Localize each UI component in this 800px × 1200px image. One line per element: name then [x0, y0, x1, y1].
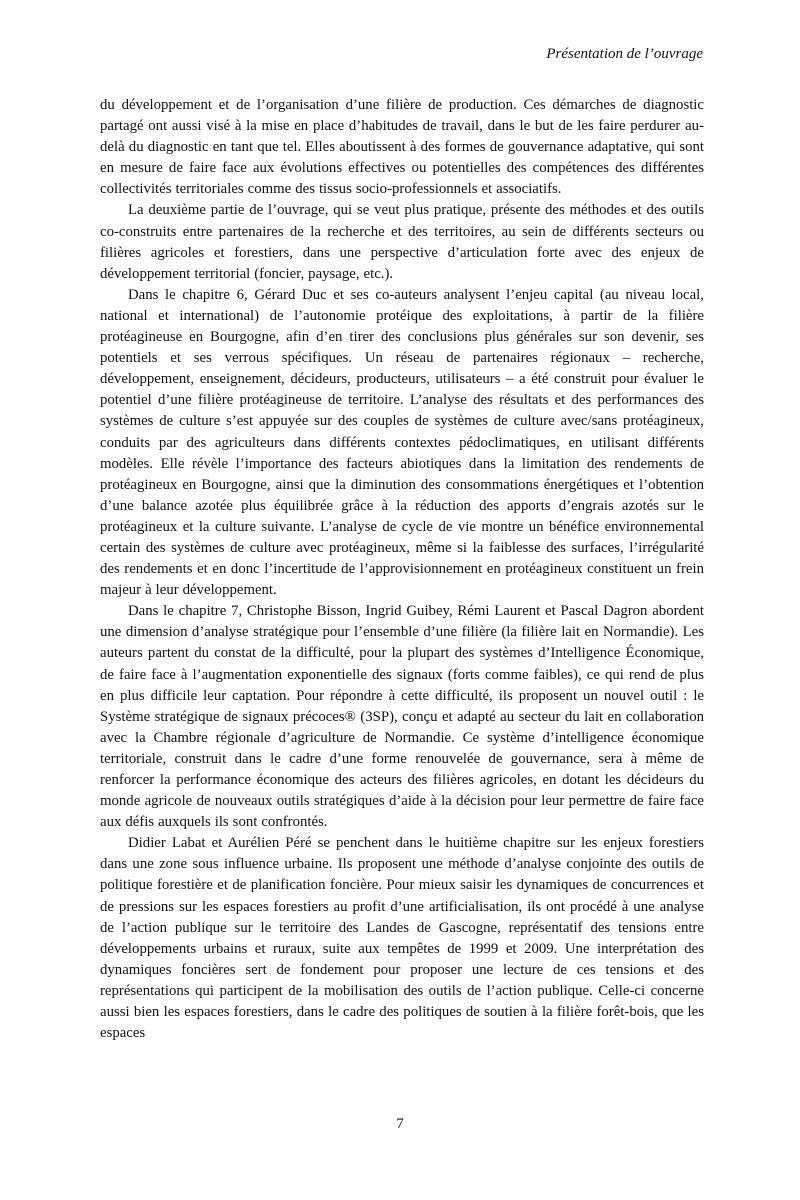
- paragraph: Dans le chapitre 6, Gérard Duc et ses co-auteurs analysent l’enjeu capital (au niveau local, national et international) de l’autonomie protéique des exploitations, à partir de la filière protéagineuse en Bourgogne, afin d’en tirer des conclusions plus générales sur son devenir, ses potentiels et ses verrous spécifiques. Un réseau de partenaires régionaux – recherche, développement, enseignement, décideurs, producteurs, utilisateurs – a été construit pour évaluer le potentiel d’une filière protéagineuse de territoire. L’analyse des résultats et des performances des systèmes de culture s’est appuyée sur des couples de systèmes de culture avec/sans protéagineux, conduits par des agriculteurs dans différents contextes pédoclimatiques, en utilisant différents modèles. Elle révèle l’importance des facteurs abiotiques dans la limitation des rendements de protéagineux en Bourgogne, ainsi que la diminution des consommations énergétiques et l’obtention d’une balance azotée plus équilibrée grâce à la réduction des apports d’engrais azotés sur le protéagineux et la culture suivante. L’analyse de cycle de vie montre un bénéfice environnemental certain des systèmes de culture avec protéagineux, même si la faiblesse des surfaces, l’irrégularité des rendements et en donc l’incertitude de l’approvisionnement en protéagineux constituent un frein majeur à leur développement.: [100, 286, 704, 599]
- paragraph: du développement et de l’organisation d’une filière de production. Ces démarches de diagnostic partagé ont aussi visé à la mise en place d’habitudes de travail, dans le but de les faire perdurer au-delà du diagnostic en tant que tel. Elles aboutissent à des formes de gouvernance adaptative, qui sont en mesure de faire face aux évolutions effectives ou potentielles des compétences des différentes collectivités territoriales comme des tissus socio-professionnels et associatifs.: [100, 97, 704, 198]
- running-header: Présentation de l’ouvrage: [546, 46, 703, 62]
- page-body: [100, 95, 704, 1044]
- paragraph: Didier Labat et Aurélien Péré se penchent dans le huitième chapitre sur les enjeux forestiers dans une zone sous influence urbaine. Ils proposent une méthode d’analyse conjointe des outils de politique forestière et de planification foncière. Pour mieux saisir les dynamiques de concurrences et de pressions sur les espaces forestiers au profit d’une artificialisation, ils ont procédé à une analyse de l’action publique sur le territoire des Landes de Gascogne, représentatif des tensions entre développements urbains et ruraux, suite aux tempêtes de 1999 et 2009. Une interprétation des dynamiques foncières sert de fondement pour proposer une lecture de ces tensions et des représentations qui participent de la mobilisation des outils de l’action publique. Celle-ci concerne aussi bien les espaces forestiers, dans le cadre des politiques de soutien à la filière forêt-bois, que les espaces: [100, 835, 704, 1042]
- paragraph: La deuxième partie de l’ouvrage, qui se veut plus pratique, présente des méthodes et des outils co-construits entre partenaires de la recherche et des territoires, au sein de différents secteurs ou filières agricoles et forestiers, dans une perspective d’articulation forte avec des enjeux de développement territorial (foncier, paysage, etc.).: [100, 202, 704, 282]
- page-number: 7: [396, 1116, 404, 1132]
- paragraph: Dans le chapitre 7, Christophe Bisson, Ingrid Guibey, Rémi Laurent et Pascal Dagron abordent une dimension d’analyse stratégique pour l’ensemble d’une filière (la filière lait en Normandie). Les auteurs partent du constat de la difficulté, pour la plupart des systèmes d’Intelligence Économique, de faire face à l’augmentation exponentielle des signaux (forts comme faibles), ce qui rend de plus en plus difficile leur captation. Pour répondre à cette difficulté, ils proposent un nouvel outil : le Système stratégique de signaux précoces® (3SP), conçu et adapté au secteur du lait en collaboration avec la Chambre régionale d’agriculture de Normandie. Ce système d’intelligence économique territoriale, construit dans le cadre d’une forme renouvelée de gouvernance, sera à même de renforcer la performance économique des acteurs des filières agricoles, en dotant les décideurs du monde agricole de nouveaux outils stratégiques d’aide à la décision pour leur permettre de faire face aux défis auxquels ils sont confrontés.: [100, 603, 704, 831]
